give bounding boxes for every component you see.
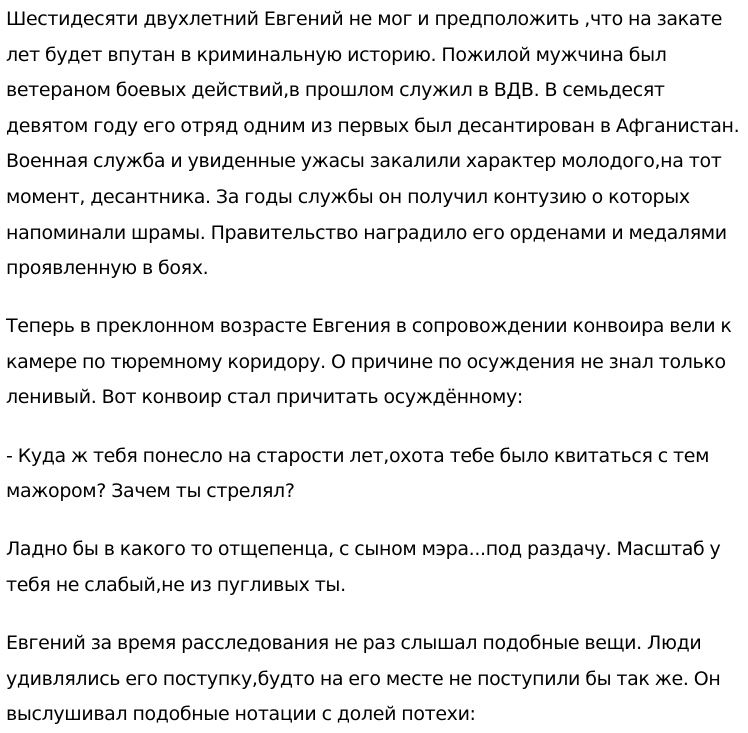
text-line: лет будет впутан в криминальную историю. Пожилой мужчина был xyxy=(6,43,667,66)
text-line: Евгений за время расследования не раз слышал подобные вещи. Люди xyxy=(6,631,702,654)
text-line: напоминали шрамы. Правительство наградило его орденами и медалями xyxy=(6,221,727,244)
paragraph-guard-question xyxy=(6,439,748,510)
text-line: девятом году его отряд одним из первых был десантирован в Афганистан. xyxy=(6,114,740,137)
text-line: камере по тюремному коридору. О причине по осуждения не знал только xyxy=(6,350,726,373)
paragraph-prison-corridor xyxy=(6,309,748,416)
text-line: Теперь в преклонном возрасте Евгения в сопровождении конвоира вели к xyxy=(6,315,732,338)
paragraph-evgeny-reaction xyxy=(6,626,748,733)
text-line: ветераном боевых действий,в прошлом служил в ВДВ. В семьдесят xyxy=(6,79,665,102)
text-line: момент, десантника. За годы службы он получил контузию о которых xyxy=(6,185,690,208)
text-line: мажором? Зачем ты стрелял? xyxy=(6,480,295,503)
text-line: Ладно бы в какого то отщепенца, с сыном мэра...под раздачу. Масштаб у xyxy=(6,538,721,561)
text-line: тебя не слабый,не из пугливых ты. xyxy=(6,573,346,596)
paragraph-spacer xyxy=(6,287,748,310)
paragraph-guard-remark xyxy=(6,532,748,603)
paragraph-spacer xyxy=(6,603,748,626)
text-line: Военная служба и увиденные ужасы закалили характер молодого,на тот xyxy=(6,150,722,173)
text-line: - Куда ж тебя понесло на старости лет,охота тебе было квитаться с тем xyxy=(6,444,710,467)
text-line: Шестидесяти двухлетний Евгений не мог и предположить ,что на закате xyxy=(6,8,723,30)
paragraph-veteran-background xyxy=(6,2,748,287)
text-line: проявленную в боях. xyxy=(6,257,209,280)
text-line: удивлялись его поступку,будто на его месте не поступили бы так же. Он xyxy=(6,667,721,690)
paragraph-spacer xyxy=(6,416,748,439)
text-line: ленивый. Вот конвоир стал причитать осуждённому: xyxy=(6,386,523,409)
paragraph-spacer xyxy=(6,510,748,533)
text-line: выслушивал подобные нотации с долей потехи: xyxy=(6,703,476,726)
